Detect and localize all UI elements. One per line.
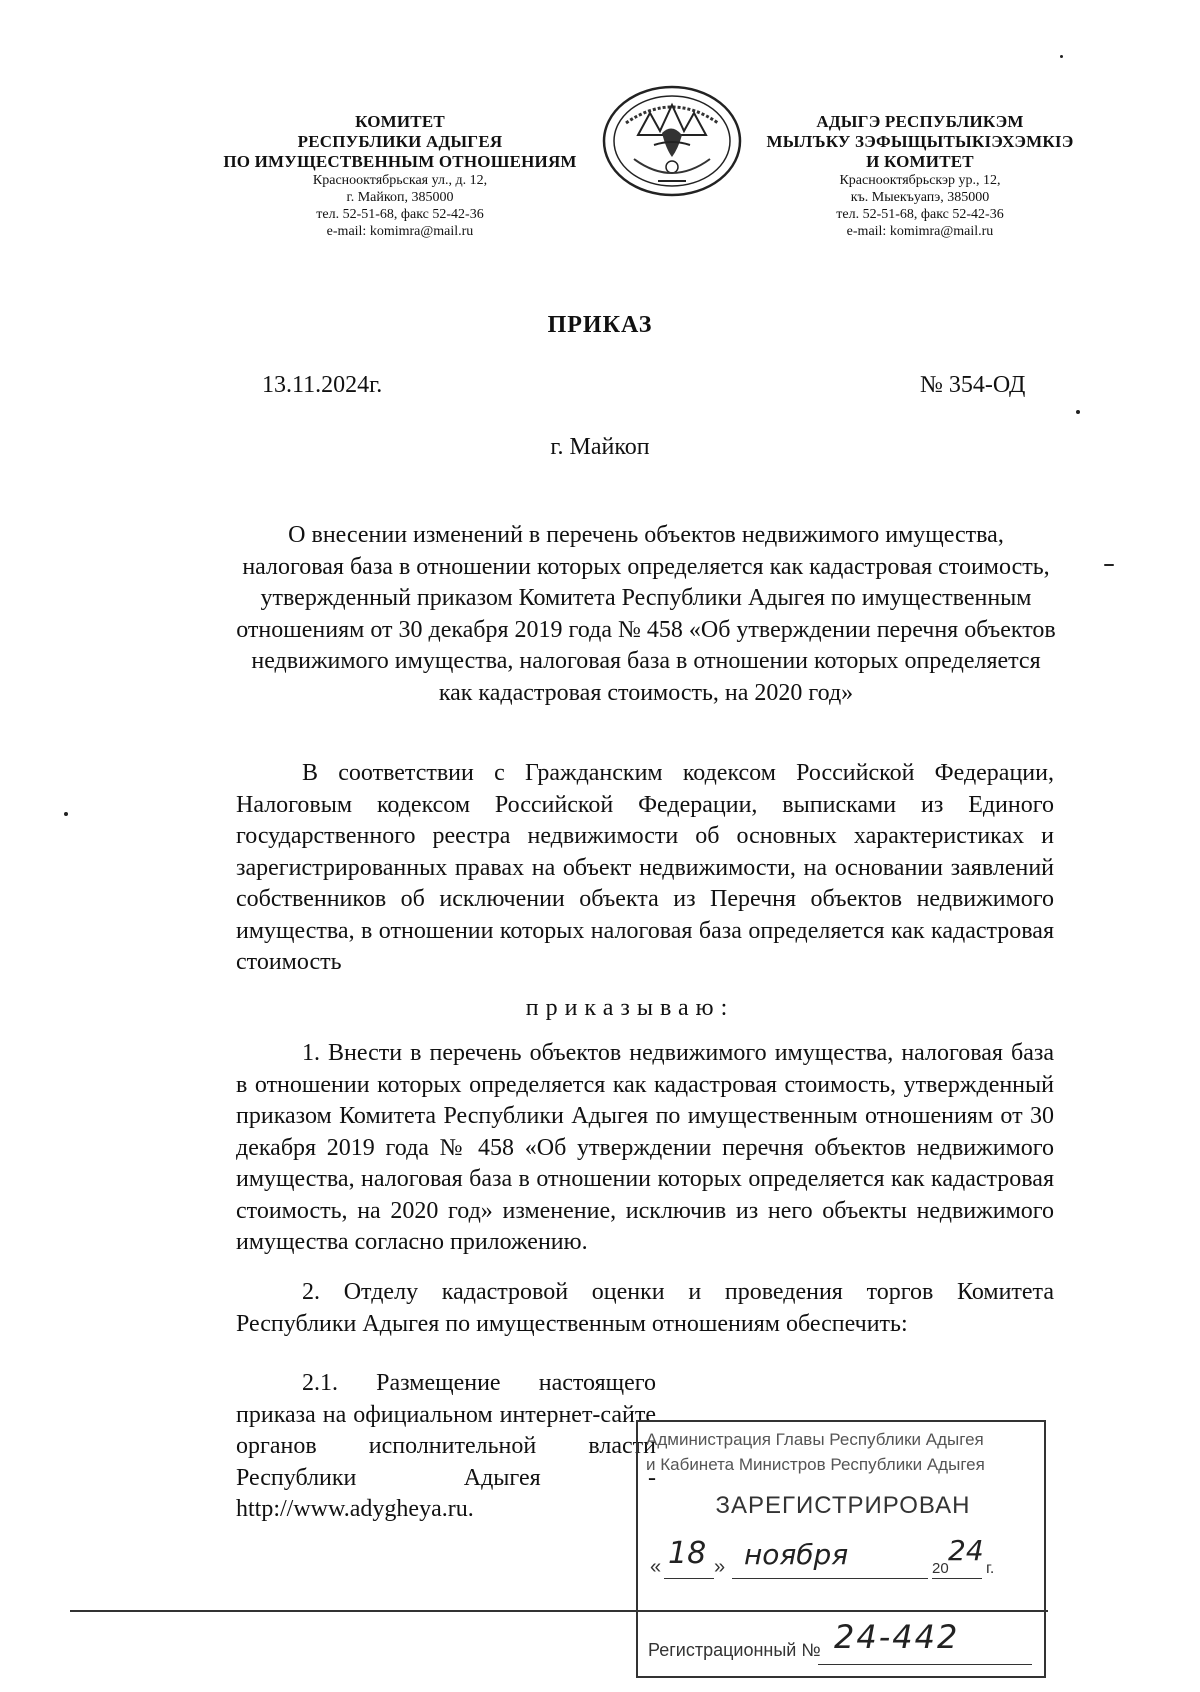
address-ru-2: г. Майкоп, 385000 [346, 190, 454, 205]
registration-stamp [636, 1420, 1046, 1678]
org-name-ady-3: И КОМИТЕТ [866, 152, 974, 171]
org-name-ru-3: ПО ИМУЩЕСТВЕННЫМ ОТНОШЕНИЯМ [223, 152, 577, 171]
item-2-1-text: 2.1. Размещение настоящего приказа на официальном интернет-сайте органов исполнительной власти Республики Адыгея - http://www.adygheya.ru. [236, 1370, 656, 1522]
item-2-1-paragraph [236, 1368, 656, 1526]
address-ady-2: къ. Мыекъуапэ, 385000 [850, 190, 990, 205]
basis-text: В соответствии с Гражданским кодексом Российской Федерации, Налоговым кодексом Российской Федерации, выписками из Единого государственного реестра недвижимости об основных характеристиках и зарегистрированных правах на объект недвижимости, на основании заявлений собственников об исключении объекта из Перечня объектов недвижимого имущества, в отношении которых налоговая база определяется как кадастровая стоимость [236, 760, 1054, 975]
scan-speck [64, 812, 68, 816]
stamp-day-handwritten: 18 [668, 1536, 707, 1571]
stamp-open-quote: « [650, 1556, 662, 1578]
document-number: № 354-ОД [920, 372, 1026, 398]
stamp-year-unit: г. [986, 1560, 995, 1577]
org-name-ru-2: РЕСПУБЛИКИ АДЫГЕЯ [297, 132, 503, 151]
item-1-text: 1. Внести в перечень объектов недвижимого имущества, налоговая база в отношении которых определяется как кадастровая стоимость, утвержденный приказом Комитета Республики Адыгея по имущественным отношениям от 30 декабря 2019 года № 458 «Об утверждении перечня объектов недвижимого имущества, налоговая база в отношении которых определяется как кадастровая стоимость, на 2020 год» изменение, исключив из него объекты недвижимого имущества согласно приложению. [236, 1040, 1054, 1255]
decree-word: приказываю: [525, 995, 735, 1021]
bottom-separator-line [70, 1610, 636, 1612]
basis-paragraph [236, 758, 1054, 979]
stamp-regno-handwritten: 24-442 [834, 1618, 960, 1656]
item-2-text: 2. Отделу кадастровой оценки и проведения торгов Комитета Республики Адыгея по имущественным отношениям обеспечить: [236, 1279, 1054, 1337]
email-ru: e-mail: komimra@mail.ru [326, 224, 474, 239]
phone-ady: тел. 52-51-68, факс 52-42-36 [836, 207, 1004, 222]
stamp-date-line [648, 1534, 1038, 1586]
header-left [210, 112, 590, 240]
stamp-day-underline [664, 1578, 714, 1579]
stamp-year-underline [932, 1578, 982, 1579]
scan-speck [1076, 410, 1080, 414]
address-ady-1: Краснооктябрьскэр ур., 12, [839, 173, 1001, 188]
stamp-close-quote: » [714, 1556, 726, 1578]
coat-of-arms-icon [598, 83, 746, 199]
item-1-paragraph [236, 1038, 1054, 1259]
stamp-year-handwritten: 24 [948, 1534, 984, 1567]
stamp-registered-label: ЗАРЕГИСТРИРОВАН [715, 1492, 971, 1519]
document-date: 13.11.2024г. [262, 372, 383, 398]
phone-ru: тел. 52-51-68, факс 52-42-36 [316, 207, 484, 222]
stamp-month-handwritten: ноября [744, 1538, 849, 1571]
stamp-year-prefix: 20 [932, 1560, 949, 1577]
stamp-authority-line-2: и Кабинета Министров Республики Адыгея [646, 1455, 985, 1474]
address-ru-1: Краснооктябрьская ул., д. 12, [312, 173, 488, 188]
document-title: ПРИКАЗ [547, 312, 653, 338]
scan-speck [1104, 564, 1114, 566]
org-name-ady-2: МЫЛЪКУ ЗЭФЫЩЫТЫКIЭХЭМКIЭ [766, 132, 1074, 151]
document-subject: О внесении изменений в перечень объектов недвижимого имущества, налоговая база в отношении которых определяется как кадастровая стоимость, утвержденный приказом Комитета Республики Адыгея по имущественным отношениям от 30 декабря 2019 года № 458 «Об утверждении перечня объектов недвижимого имущества, налоговая база в отношении которых определяется как кадастровая стоимость, на 2020 год» [236, 522, 1056, 706]
scan-speck [1060, 55, 1063, 58]
stamp-separator [638, 1610, 1048, 1612]
stamp-regno-underline [818, 1664, 1032, 1665]
org-name-ru-1: КОМИТЕТ [355, 112, 445, 131]
document-city: г. Майкоп [550, 434, 650, 460]
stamp-authority-line-1: Администрация Главы Республики Адыгея [646, 1430, 984, 1449]
org-name-ady-1: АДЫГЭ РЕСПУБЛИКЭМ [816, 112, 1024, 131]
item-2-paragraph [236, 1277, 1054, 1340]
stamp-month-underline [732, 1578, 928, 1579]
email-ady: e-mail: komimra@mail.ru [846, 224, 994, 239]
stamp-regno-label: Регистрационный № [648, 1640, 821, 1660]
header-right [760, 112, 1080, 240]
